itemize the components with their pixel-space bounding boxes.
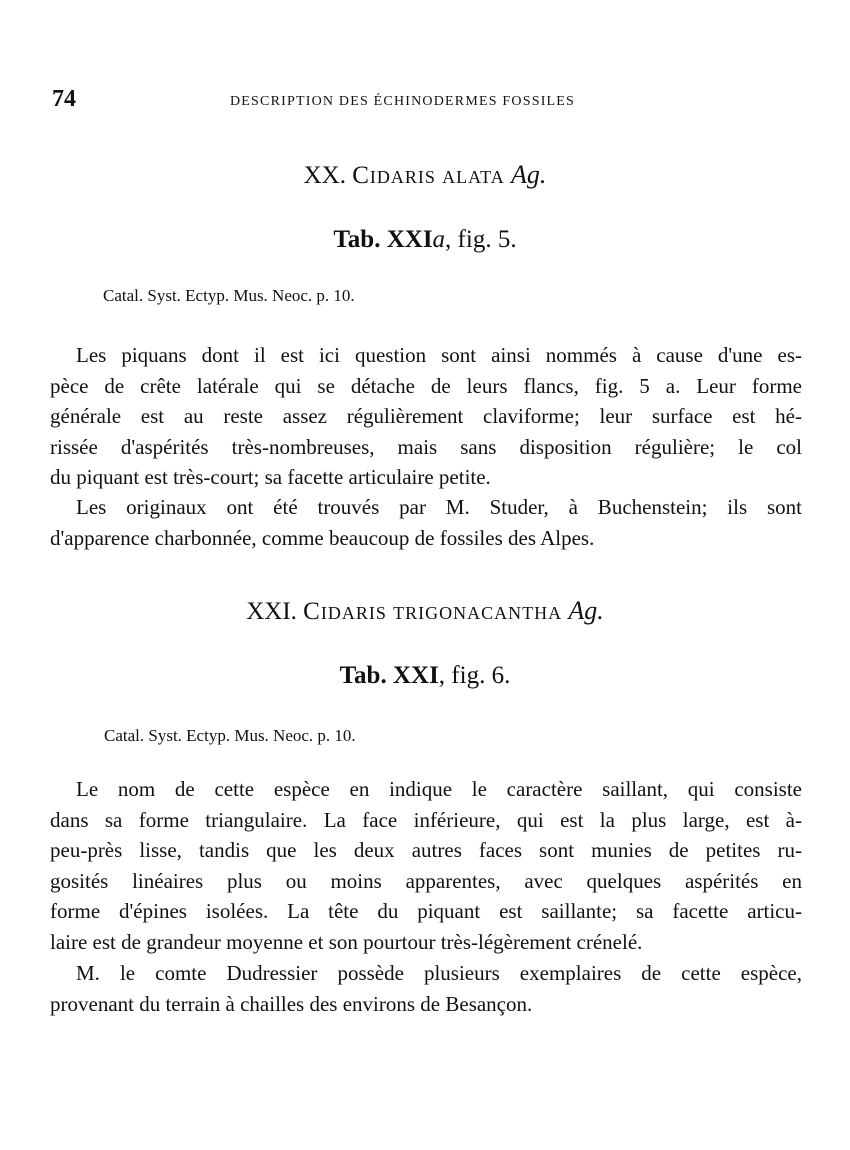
species-number: XX. xyxy=(303,162,346,189)
running-title: DESCRIPTION DES ÉCHINODERMES FOSSILES xyxy=(230,94,576,109)
paragraph-trigonacantha-description xyxy=(50,774,802,957)
text-line: gosités linéaires plus ou moins apparentes, avec quelques aspérités en xyxy=(50,868,802,893)
text-line: peu-près lisse, tandis que les deux autres faces sont munies de petites ru- xyxy=(50,838,802,862)
species-title-trigonacantha xyxy=(0,596,850,626)
species-author: Ag. xyxy=(568,596,604,625)
text-line: Les originaux ont été trouvés par M. Studer, à Buchenstein; ils sont xyxy=(76,495,802,519)
genus-name: Cidaris xyxy=(352,162,436,189)
text-line: pèce de crête latérale qui se détache de leurs flancs, fig. 5 a. Leur forme xyxy=(50,373,802,398)
plate-suffix: a xyxy=(432,226,446,253)
plate-label: Tab. XXI xyxy=(339,662,439,689)
text-line: laire est de grandeur moyenne et son pourtour très-légèrement crénelé. xyxy=(50,929,643,954)
species-author: Ag. xyxy=(510,160,547,189)
catalogue-reference-alata: Catal. Syst. Ectyp. Mus. Neoc. p. 10. xyxy=(103,286,355,305)
species-number: XXI. xyxy=(246,598,297,625)
text-line: provenant du terrain à chailles des environs de Besançon. xyxy=(50,991,533,1016)
paragraph-alata-origin xyxy=(50,492,802,553)
plate-reference-trigonacantha xyxy=(0,662,850,690)
text-line: générale est au reste assez régulièrement claviforme; leur surface est hé- xyxy=(50,404,802,428)
species-name: trigonacantha xyxy=(393,598,563,625)
text-line: M. le comte Dudressier possède plusieurs exemplaires de cette espèce, xyxy=(76,961,802,985)
page-number: 74 xyxy=(52,86,76,112)
genus-name: Cidaris xyxy=(303,598,387,625)
plate-figure: , fig. 5. xyxy=(445,226,517,253)
species-name: alata xyxy=(442,162,505,189)
paragraph-trigonacantha-origin xyxy=(50,958,802,1019)
text-line: rissée d'aspérités très-nombreuses, mais sans disposition régulière; le col xyxy=(50,434,802,459)
paragraph-alata-description xyxy=(50,340,802,493)
catalogue-reference-trigonacantha: Catal. Syst. Ectyp. Mus. Neoc. p. 10. xyxy=(104,726,356,745)
plate-label: Tab. XXI xyxy=(333,226,433,253)
text-line: Le nom de cette espèce en indique le caractère saillant, qui consiste xyxy=(76,777,802,801)
plate-reference-alata xyxy=(0,226,850,254)
plate-figure: , fig. 6. xyxy=(438,662,511,689)
species-title-alata xyxy=(0,160,850,190)
text-line: du piquant est très-court; sa facette articulaire petite. xyxy=(50,465,491,489)
text-line: Les piquans dont il est ici question sont ainsi nommés à cause d'une es- xyxy=(76,343,802,367)
text-line: forme d'épines isolées. La tête du piquant est saillante; sa facette articu- xyxy=(50,899,802,923)
running-head xyxy=(52,86,800,116)
text-line: d'apparence charbonnée, comme beaucoup de fossiles des Alpes. xyxy=(50,525,595,550)
text-line: dans sa forme triangulaire. La face inférieure, qui est la plus large, est à- xyxy=(50,807,802,832)
